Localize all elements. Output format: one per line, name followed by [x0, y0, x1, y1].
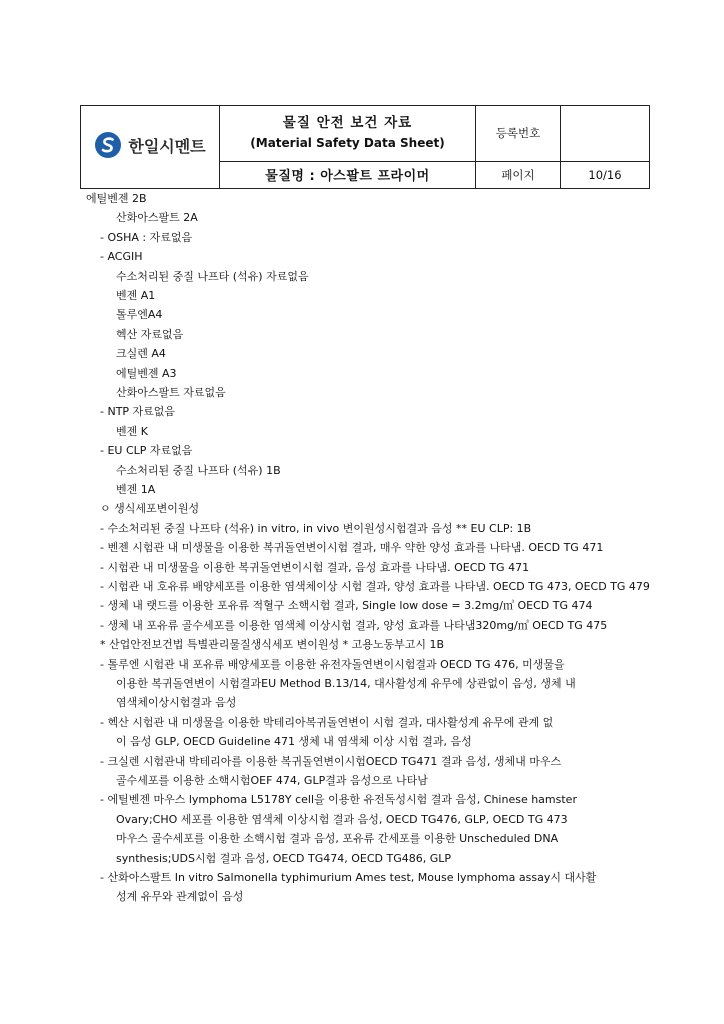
- text-line: - 벤젠 시험관 내 미생물을 이용한 복귀돌연변이시험 결과, 매우 약한 양성 효과를 나타냄. OECD TG 471: [100, 541, 604, 555]
- text-line: 크실렌 A4: [116, 347, 166, 361]
- text-line: - 크실렌 시험관내 박테리아를 이용한 복귀돌연변이시험OECD TG471 결과 음성, 생체내 마우스: [100, 754, 562, 768]
- text-line: 성계 유무와 관계없이 음성: [116, 890, 244, 904]
- text-line: - OSHA : 자료없음: [100, 230, 193, 244]
- text-line: 산화아스팔트 2A: [116, 211, 198, 225]
- text-line: ㅇ 생식세포변이원성: [100, 502, 200, 516]
- product-name: 물질명 : 아스팔트 프라이머: [220, 161, 476, 188]
- text-line: 이 음성 GLP, OECD Guideline 471 생체 내 염색체 이상 시험 결과, 음성: [116, 735, 472, 749]
- text-line: - 톨루엔 시험관 내 포유류 배양세포를 이용한 유전자돌연변이시험결과 OECD TG 476, 미생물을: [100, 657, 565, 671]
- text-line: 벤젠 A1: [116, 289, 156, 302]
- text-line: - 헥산 시험관 내 미생물을 이용한 박테리아복귀돌연변이 시험 결과, 대사활성계 유무에 관계 없: [100, 715, 554, 729]
- text-line: - 시험관 내 호유류 배양세포를 이용한 염색체이상 시험 결과, 양성 효과를 나타냄. OECD TG 473, OECD TG 479: [100, 580, 650, 593]
- text-line: 염색체이상시험결과 음성: [116, 696, 237, 710]
- text-line: - 수소처리된 중질 나프타 (석유) in vitro, in vivo 변이원성시험결과 음성 ** EU CLP: 1B: [100, 521, 532, 535]
- text-line: - 에틸벤젠 마우스 lymphoma L5178Y cell을 이용한 유전독성시험 결과 음성, Chinese hamster: [100, 793, 577, 807]
- document-title-korean: 물질 안전 보건 자료: [282, 115, 413, 132]
- text-line: 벤젠 1A: [116, 483, 156, 496]
- text-line: 마우스 골수세포를 이용한 소핵시험 결과 음성, 포유류 간세포를 이용한 Unscheduled DNA: [116, 832, 559, 846]
- document-title-english: (Material Safety Data Sheet): [250, 136, 445, 151]
- text-line: 톨루엔A4: [116, 308, 163, 322]
- text-line: 에틸벤젠 2B: [86, 192, 147, 205]
- text-line: - 생체 내 포유류 골수세포를 이용한 염색체 이상시험 결과, 양성 효과를 나타냄320mg/㎥ OECD TG 475: [100, 618, 608, 632]
- text-line: 산화아스팔트 자료없음: [116, 386, 226, 399]
- page-label: 페이지: [476, 161, 561, 188]
- text-line: * 산업안전보건법 특별관리물질생식세포 변이원성 * 고용노동부고시 1B: [100, 638, 445, 652]
- company-logo-icon: [94, 131, 122, 159]
- text-line: 에틸벤젠 A3: [116, 366, 177, 380]
- text-line: - 생체 내 랫드를 이용한 포유류 적혈구 소핵시험 결과, Single low dose = 3.2mg/㎥ OECD TG 474: [100, 599, 593, 613]
- text-line: 벤젠 K: [116, 424, 148, 438]
- text-line: 수소처리된 중질 나프타 (석유) 1B: [116, 463, 281, 477]
- text-line: - 시험관 내 미생물을 이용한 복귀돌연변이시험 결과, 음성 효과를 나타냄. OECD TG 471: [100, 560, 530, 574]
- text-line: - EU CLP 자료없음: [100, 444, 193, 458]
- text-line: 수소처리된 중질 나프타 (석유) 자료없음: [116, 269, 309, 283]
- text-line: Ovary;CHO 세포를 이용한 염색체 이상시험 결과 음성, OECD TG476, GLP, OECD TG 473: [116, 812, 568, 826]
- registration-number-value: [561, 106, 650, 162]
- company-logo: [81, 106, 220, 189]
- registration-number-label: 등록번호: [476, 106, 561, 162]
- text-line: - NTP 자료없음: [100, 405, 176, 419]
- text-line: 이용한 복귀돌연변이 시험결과EU Method B.13/14, 대사활성계 유무에 상관없이 음성, 생체 내: [116, 677, 576, 690]
- text-line: - 산화아스팔트 In vitro Salmonella typhimurium Ames test, Mouse lymphoma assay시 대사활: [100, 871, 597, 884]
- page-number: 10/16: [561, 161, 650, 188]
- document-header-table: [80, 105, 650, 189]
- text-line: 골수세포를 이용한 소핵시험OEF 474, GLP결과 음성으로 나타남: [116, 774, 428, 787]
- text-line: 헥산 자료없음: [116, 327, 184, 341]
- company-name: 한일시멘트: [128, 136, 206, 156]
- text-line: synthesis;UDS시험 결과 음성, OECD TG474, OECD TG486, GLP: [116, 851, 451, 865]
- document-title-cell: [220, 106, 476, 162]
- text-line: - ACGIH: [100, 250, 143, 264]
